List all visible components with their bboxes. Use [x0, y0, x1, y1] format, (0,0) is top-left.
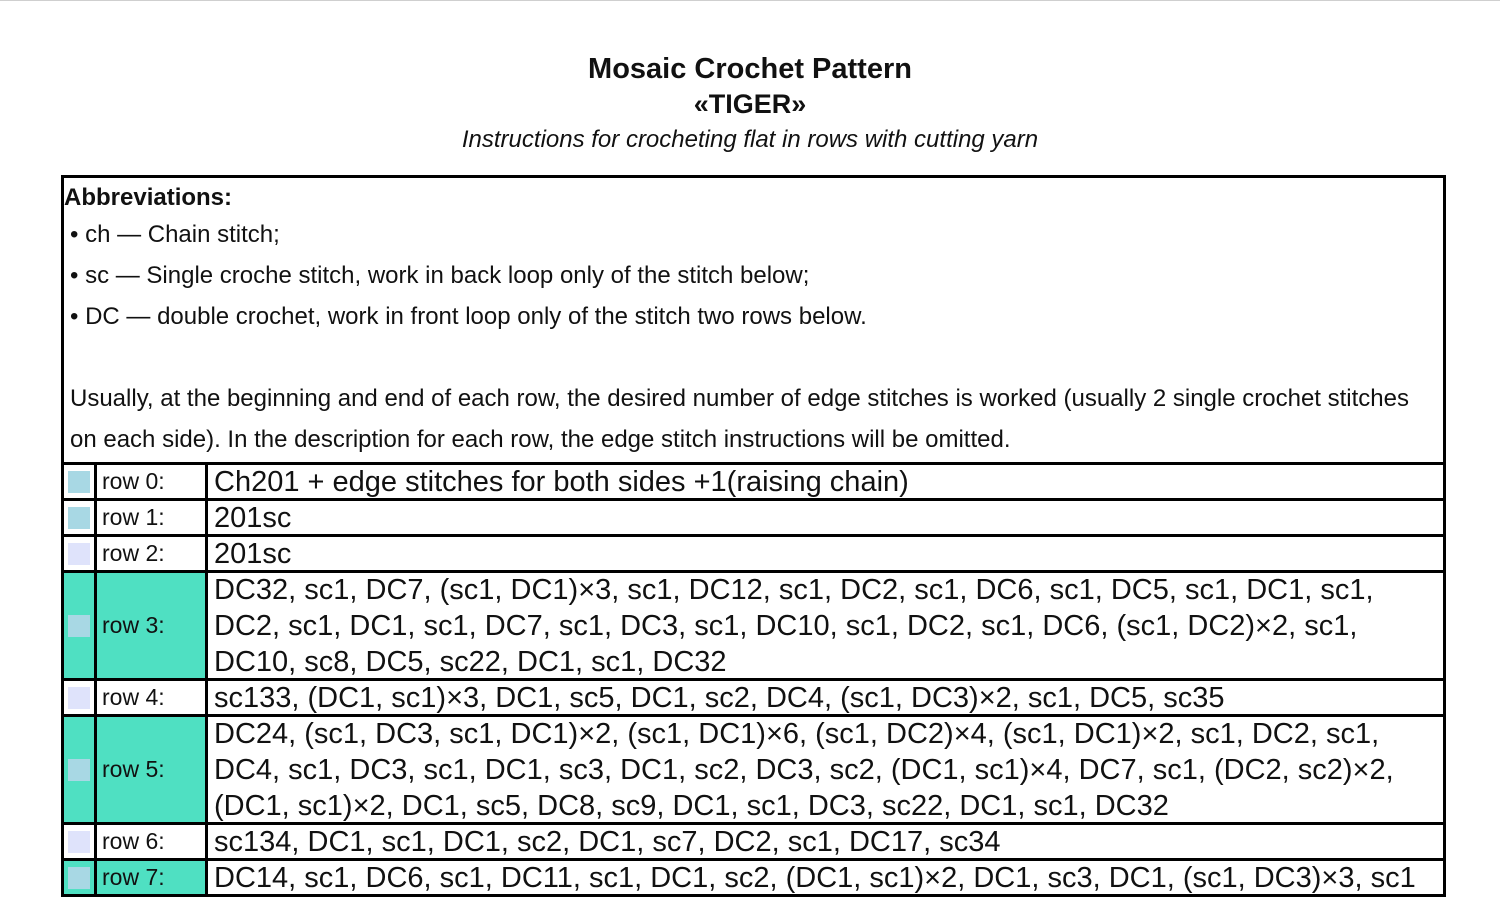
- row-instructions: 201sc: [214, 501, 292, 534]
- pattern-row: [64, 825, 1443, 861]
- pattern-row: [64, 861, 1443, 897]
- pattern-row: [64, 501, 1443, 537]
- row-color-band: [64, 573, 97, 678]
- row-instructions: DC32, sc1, DC7, (sc1, DC1)×3, sc1, DC12, sc1, DC2, sc1, DC6, sc1, DC5, sc1, DC1, sc1, DC2, sc1, DC1, sc1, DC7, sc1, DC3, sc1, DC10, sc1, DC2, sc1, DC6, (sc1, DC2)×2, sc1, DC10, sc8, DC5, sc22, DC1, sc1, DC32: [214, 573, 1374, 678]
- row-label: row 5:: [97, 717, 208, 822]
- row-label: row 1:: [97, 501, 208, 534]
- pattern-row: [64, 465, 1443, 501]
- pattern-instructions: Instructions for crocheting flat in rows with cutting yarn: [461, 126, 1039, 153]
- abbreviations-heading: Abbreviations:: [64, 184, 233, 211]
- abbreviation-ch: • ch — Chain stitch;: [70, 221, 280, 248]
- row-label: row 2:: [97, 537, 208, 570]
- page-title: Mosaic Crochet Pattern: [588, 53, 912, 85]
- pattern-name: «TIGER»: [693, 89, 807, 119]
- row-color-band: [64, 537, 97, 570]
- row-instructions: sc134, DC1, sc1, DC1, sc2, DC1, sc7, DC2, sc1, DC17, sc34: [214, 825, 1001, 858]
- row-label: row 0:: [97, 465, 208, 498]
- row-color-band: [64, 501, 97, 534]
- row-color-swatch: [68, 831, 90, 853]
- row-color-swatch: [68, 759, 90, 781]
- row-instructions: Ch201 + edge stitches for both sides +1(raising chain): [214, 465, 909, 498]
- row-color-band: [64, 825, 97, 858]
- abbreviations-section: [64, 178, 1443, 465]
- row-instructions: DC24, (sc1, DC3, sc1, DC1)×2, (sc1, DC1)×6, (sc1, DC2)×4, (sc1, DC1)×2, sc1, DC2, sc1, DC4, sc1, DC3, sc1, DC1, sc3, DC1, sc2, DC3, sc2, (DC1, sc1)×4, DC7, sc1, (DC2, sc2)×2, (DC1, sc1)×2, DC1, sc5, DC8, sc9, DC1, sc1, DC3, sc22, DC1, sc1, DC32: [214, 717, 1394, 822]
- row-color-swatch: [68, 687, 90, 709]
- row-label: row 3:: [97, 573, 208, 678]
- edge-stitch-note: Usually, at the beginning and end of each row, the desired number of edge stitches is worked (usually 2 single crochet stitches on each side). In the description for each row, the edge stitch instructions will be omitted.: [70, 385, 1409, 453]
- row-color-swatch: [68, 507, 90, 529]
- row-instructions: DC14, sc1, DC6, sc1, DC11, sc1, DC1, sc2, (DC1, sc1)×2, DC1, sc3, DC1, (sc1, DC3)×3, sc1: [214, 861, 1416, 894]
- pattern-row: [64, 717, 1443, 825]
- pattern-row: [64, 537, 1443, 573]
- pattern-table: [61, 175, 1446, 897]
- row-color-swatch: [68, 615, 90, 637]
- pattern-row: [64, 573, 1443, 681]
- abbreviation-sc: • sc — Single croche stitch, work in back loop only of the stitch below;: [70, 262, 810, 289]
- row-color-band: [64, 681, 97, 714]
- row-instructions: sc133, (DC1, sc1)×3, DC1, sc5, DC1, sc2, DC4, (sc1, DC3)×2, sc1, DC5, sc35: [214, 681, 1225, 714]
- row-color-band: [64, 717, 97, 822]
- row-color-swatch: [68, 471, 90, 493]
- pattern-row: [64, 681, 1443, 717]
- abbreviation-dc: • DC — double crochet, work in front loop only of the stitch two rows below.: [70, 303, 867, 330]
- row-instructions: 201sc: [214, 537, 292, 570]
- row-label: row 6:: [97, 825, 208, 858]
- row-label: row 4:: [97, 681, 208, 714]
- row-label: row 7:: [97, 861, 208, 894]
- row-color-band: [64, 465, 97, 498]
- row-color-swatch: [68, 543, 90, 565]
